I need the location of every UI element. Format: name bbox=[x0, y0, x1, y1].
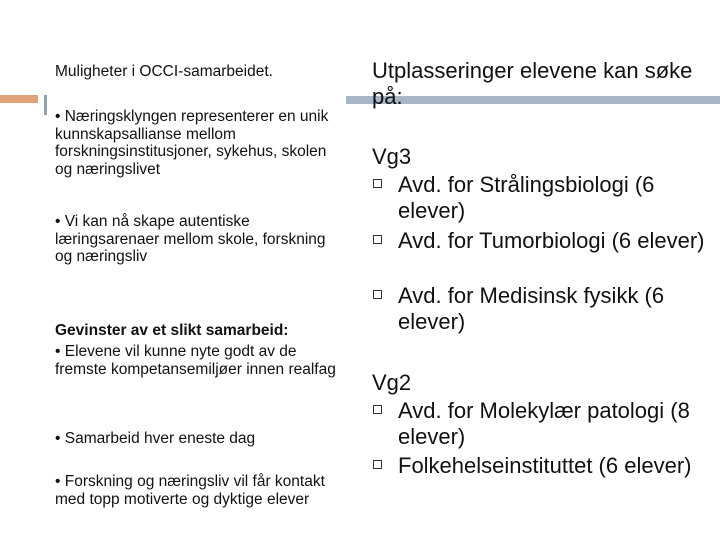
square-bullet-icon bbox=[373, 290, 382, 299]
square-bullet-icon bbox=[373, 460, 382, 469]
list-item-text: Avd. for Tumorbiologi (6 elever) bbox=[398, 228, 705, 253]
list-item bbox=[372, 398, 712, 450]
list-item-text: Folkehelseinstituttet (6 elever) bbox=[398, 453, 692, 478]
list-item bbox=[372, 228, 712, 254]
decorative-accent-orange bbox=[0, 95, 38, 103]
left-title: Muligheter i OCCI-samarbeidet. bbox=[55, 63, 273, 80]
square-bullet-icon bbox=[373, 405, 382, 414]
square-bullet-icon bbox=[373, 235, 382, 244]
list-item-text: Avd. for Medisinsk fysikk (6 elever) bbox=[398, 283, 665, 334]
list-item bbox=[372, 453, 712, 479]
list-item-text: Avd. for Molekylær patologi (8 elever) bbox=[398, 398, 690, 449]
list-item bbox=[372, 172, 712, 224]
benefits-title: Gevinster av et slikt samarbeid: bbox=[55, 322, 289, 339]
left-point-1: • Næringsklyngen representerer en unik kunnskapsallianse mellom forskningsinstitusjoner, sykehus, skolen og næringslivet bbox=[55, 108, 329, 178]
group-title-vg3: Vg3 bbox=[372, 144, 412, 169]
decorative-accent-divider bbox=[44, 95, 47, 115]
right-heading: Utplasseringer elevene kan søke på: bbox=[372, 58, 693, 109]
left-point-2: • Vi kan nå skape autentiske læringsarenaer mellom skole, forskning og næringsliv bbox=[55, 213, 326, 265]
benefit-2: • Samarbeid hver eneste dag bbox=[55, 430, 256, 447]
list-item-text: Avd. for Strålingsbiologi (6 elever) bbox=[398, 172, 655, 223]
benefit-3: • Forskning og næringsliv vil får kontakt med topp motiverte og dyktige elever bbox=[55, 473, 325, 508]
square-bullet-icon bbox=[373, 179, 382, 188]
group-title-vg2: Vg2 bbox=[372, 370, 412, 395]
list-item bbox=[372, 283, 712, 335]
benefit-1: • Elevene vil kunne nyte godt av de fremste kompetansemiljøer innen realfag bbox=[55, 343, 336, 378]
